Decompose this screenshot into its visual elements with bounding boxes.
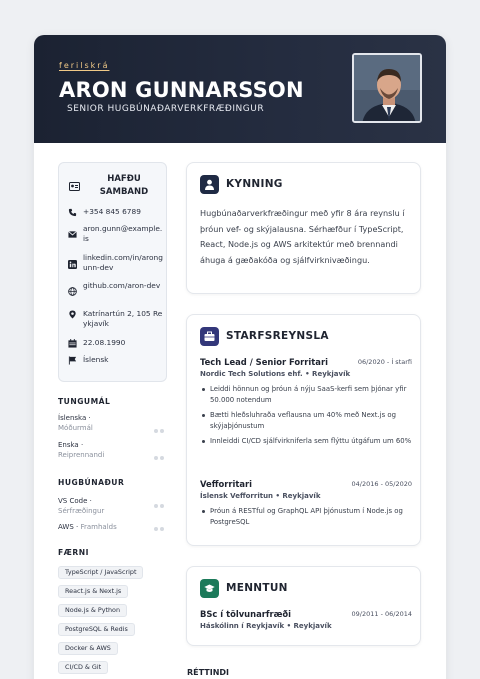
contact-github-text: github.com/aron-dev — [83, 281, 161, 290]
contact-nationality-text: Íslensk — [83, 355, 109, 364]
job-entry-date: 04/2016 - 05/2020 — [351, 480, 412, 488]
skill-tag: Docker & AWS — [58, 642, 118, 655]
graduation-cap-icon — [204, 583, 215, 594]
skills-heading: FÆRNI — [58, 548, 89, 557]
intro-text: Hugbúnaðarverkfræðingur með yfir 8 ára reynslu í þróun vef- og skýjalausna. Sérhæfður í TypeScript, React, Node.js og AWS arkitektúr með brennandi áhuga á gæðakóða og sjálfvirknivæðingu. — [200, 208, 405, 265]
phone-icon — [68, 208, 77, 217]
job-entry — [200, 357, 412, 451]
level-dots — [152, 418, 164, 437]
languages-heading: TUNGUMÁL — [58, 397, 111, 406]
skill-tag: CI/CD & Git — [58, 661, 108, 674]
education-card — [186, 566, 421, 646]
software-item — [58, 522, 170, 534]
user-icon-badge — [200, 175, 219, 194]
intro-heading: KYNNING — [226, 178, 283, 190]
resume-header — [34, 35, 446, 143]
contact-address-text: Katrínartún 2, 105 Reykjavík — [83, 309, 163, 328]
language-level: Móðurmál — [58, 424, 93, 432]
job-bullets — [200, 384, 412, 447]
job-bullets — [200, 506, 412, 528]
calendar-icon — [68, 339, 77, 348]
level-dots — [152, 445, 164, 464]
contact-card — [58, 162, 167, 382]
portrait-image — [354, 55, 422, 123]
job-entry-date: 06/2020 - Í starfi — [357, 358, 412, 366]
profile-photo — [352, 53, 422, 123]
job-bullet: Þróun á RESTful og GraphQL API þjónustum í Node.js og PostgreSQL — [200, 506, 412, 528]
intro-card — [186, 162, 421, 294]
skill-tag: React.js & Next.js — [58, 585, 128, 598]
software-name: VS Code · — [58, 497, 92, 505]
experience-card — [186, 314, 421, 546]
job-title: SENIOR HUGBÚNAÐARVERKFRÆÐINGUR — [67, 104, 265, 114]
contact-card-icon — [69, 182, 80, 191]
language-item — [58, 413, 170, 435]
person-name: ARON GUNNARSSON — [59, 78, 304, 102]
software-name: AWS · — [58, 523, 79, 531]
software-level: Sérfræðingur — [58, 507, 105, 515]
contact-heading: HAFÐU SAMBAND — [99, 174, 149, 197]
email-icon — [68, 230, 77, 239]
certifications-heading: RÉTTINDI — [187, 668, 230, 677]
job-entry-company: Nordic Tech Solutions ehf. • Reykjavík — [200, 370, 351, 378]
software-level: Framhalds — [80, 523, 117, 531]
briefcase-icon — [204, 331, 215, 342]
location-icon — [68, 310, 77, 319]
contact-linkedin-text: linkedin.com/in/arongunn-dev — [83, 253, 163, 272]
education-school: Háskólinn í Reykjavík • Reykjavík — [200, 622, 332, 630]
contact-heading-row — [67, 173, 162, 201]
language-item — [58, 440, 170, 462]
job-bullet: Innleiddi CI/CD sjálfvirkniferla sem flýttu útgáfum um 60% — [200, 436, 412, 447]
language-level: Reiprennandi — [58, 451, 105, 459]
linkedin-icon — [68, 260, 77, 269]
contact-email-text: aron.gunn@example.is — [83, 224, 163, 243]
briefcase-icon-badge — [200, 327, 219, 346]
job-entry-title: Tech Lead / Senior Forritari — [200, 357, 328, 367]
job-bullet: Bætti hleðsluhraða veflausna um 40% með Next.js og skýjaþjónustum — [200, 410, 412, 432]
level-dots — [152, 501, 164, 511]
flag-icon — [68, 356, 77, 365]
user-icon — [204, 179, 215, 190]
level-dots — [152, 524, 164, 534]
job-entry-company: Íslensk Vefforritun • Reykjavík — [200, 492, 321, 500]
skill-tag: Node.js & Python — [58, 604, 127, 617]
education-heading: MENNTUN — [226, 582, 288, 594]
education-degree: BSc í tölvunarfræði — [200, 609, 292, 619]
software-heading: HUGBÚNAÐUR — [58, 478, 125, 487]
education-entry — [200, 609, 412, 630]
job-bullet: Leiddi hönnun og þróun á nýju SaaS-kerfi sem þjónar yfir 50.000 notendum — [200, 384, 412, 406]
job-entry-title: Vefforritari — [200, 479, 253, 489]
experience-heading: STARFSREYNSLA — [226, 330, 329, 342]
resume-page — [34, 35, 446, 679]
language-name: Íslenska · — [58, 414, 91, 422]
skill-tag: TypeScript / JavaScript — [58, 566, 143, 579]
education-date: 09/2011 - 06/2014 — [351, 610, 412, 618]
software-item — [58, 496, 170, 518]
skill-tag: PostgreSQL & Redis — [58, 623, 135, 636]
resume-kicker: ferilskrá — [59, 61, 110, 70]
language-name: Enska · — [58, 441, 84, 449]
globe-icon — [68, 287, 77, 296]
contact-phone-text: +354 845 6789 — [83, 207, 141, 216]
job-entry — [200, 479, 412, 532]
graduation-cap-icon-badge — [200, 579, 219, 598]
contact-birthdate-text: 22.08.1990 — [83, 338, 126, 347]
